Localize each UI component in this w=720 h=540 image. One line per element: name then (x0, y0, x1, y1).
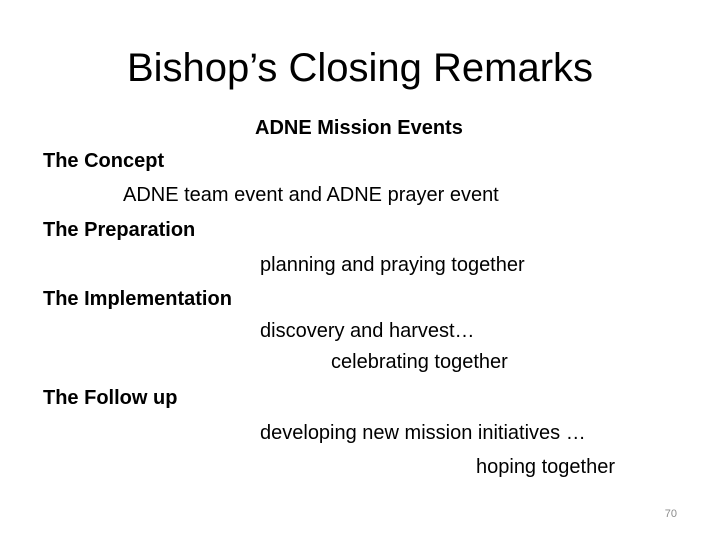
section-text-follow-up-1: developing new mission initiatives … (260, 422, 586, 444)
section-text-implementation-2: celebrating together (331, 351, 508, 373)
slide-subtitle: ADNE Mission Events (255, 117, 463, 139)
section-text-preparation: planning and praying together (260, 254, 525, 276)
section-heading-follow-up: The Follow up (43, 387, 178, 409)
slide-title: Bishop’s Closing Remarks (126, 46, 594, 90)
section-text-follow-up-2: hoping together (476, 456, 616, 478)
section-heading-preparation: The Preparation (43, 219, 196, 241)
section-text-implementation-1: discovery and harvest… (260, 320, 475, 342)
section-text-concept: ADNE team event and ADNE prayer event (123, 184, 499, 206)
section-heading-concept: The Concept (43, 150, 165, 172)
page-number: 70 (664, 508, 677, 520)
section-heading-implementation: The Implementation (43, 288, 232, 310)
